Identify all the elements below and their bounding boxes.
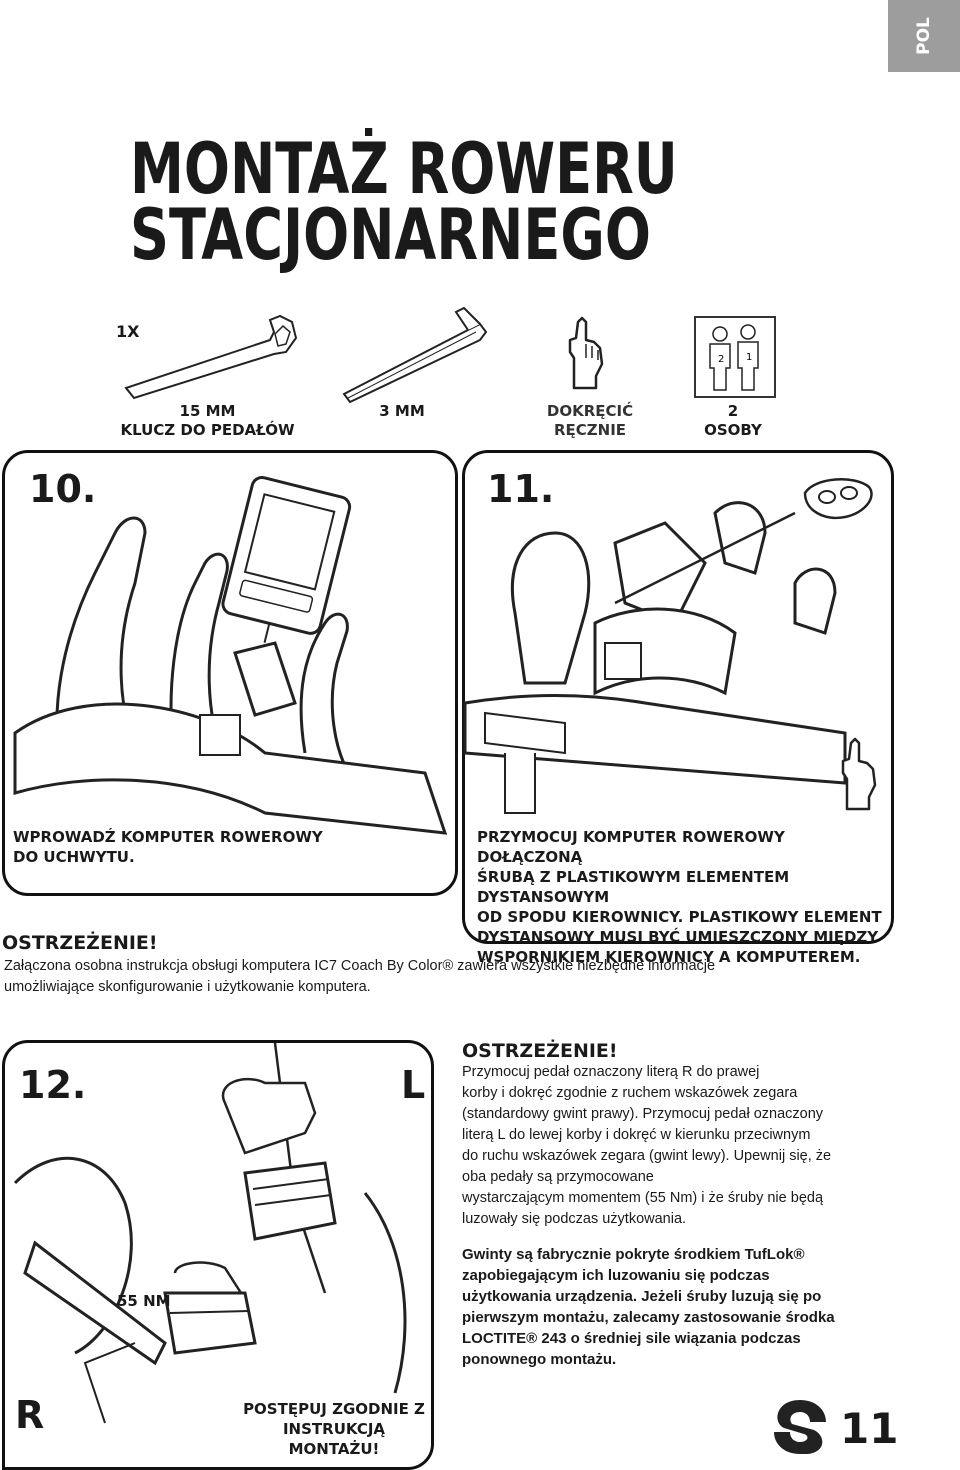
warning-2-line-1: Przymocuj pedał oznaczony literą R do prawej (462, 1064, 760, 1080)
tool-quantity: 1X (116, 322, 140, 341)
step-10-caption (13, 827, 323, 867)
follow-instructions-caption (237, 1399, 431, 1459)
pedal-left-label: L (401, 1063, 426, 1107)
hand-tighten-label (540, 402, 640, 440)
step-12-number: 12. (19, 1063, 87, 1107)
step-11-caption-line-3: OD SPODU KIEROWNICY. PLASTIKOWY ELEMENT (477, 908, 882, 926)
warning-2-line-5: do ruchu wskazówek zegara (gwint lewy). Upewnij się, że (462, 1148, 832, 1164)
warning-2-heading: OSTRZEŻENIE! (462, 1040, 618, 1062)
page-title (130, 128, 749, 276)
page-number: 11 (840, 1404, 899, 1453)
pedal-right-label: R (15, 1393, 45, 1437)
title-line-1: MONTAŻ ROWERU (130, 128, 678, 210)
svg-text:1: 1 (746, 352, 753, 363)
warning-2-bold-line-1: Gwinty są fabrycznie pokryte środkiem TufLok® (462, 1246, 805, 1263)
warning-1-heading: OSTRZEŻENIE! (2, 932, 158, 954)
follow-instructions-line-1: POSTĘPUJ ZGODNIE Z (243, 1400, 425, 1418)
svg-text:2: 2 (718, 354, 725, 365)
people-word: OSOBY (704, 421, 762, 439)
brand-logo-icon (770, 1396, 830, 1456)
step-10-caption-line-1: WPROWADŹ KOMPUTER ROWEROWY (13, 828, 323, 846)
warning-2-bold-line-2: zapobiegającym ich luzowaniu się podczas (462, 1267, 770, 1284)
warning-2-line-3: (standardowy gwint prawy). Przymocuj pedał oznaczony (462, 1106, 824, 1122)
people-label (690, 402, 776, 440)
warning-1-line-2: umożliwiające skonfigurowanie i użytkowanie komputera. (4, 979, 371, 995)
title-line-2: STACJONARNEGO (130, 194, 651, 276)
warning-2-line-7: wystarczającym momentem (55 Nm) i że śruby nie będą (462, 1190, 824, 1206)
people-count: 2 (727, 402, 739, 420)
step-11-caption (477, 827, 891, 967)
hand-icon (843, 739, 875, 809)
warning-1-line-1: Załączona osobna instrukcja obsługi komputera IC7 Coach By Color® zawiera wszystkie niezbędne informacje (4, 958, 716, 974)
language-tab (888, 0, 960, 72)
language-tab-label: POL (914, 17, 934, 55)
torque-label: 55 NM (117, 1292, 171, 1310)
follow-instructions-line-2: INSTRUKCJĄ MONTAŻU! (282, 1420, 386, 1458)
hand-tighten-line-2: RĘCZNIE (553, 421, 627, 439)
wrench-name: KLUCZ DO PEDAŁÓW (120, 421, 295, 439)
hex-key-label: 3 MM (379, 402, 425, 420)
warning-2-line-8: luzowały się podczas użytkowania. (462, 1211, 687, 1227)
warning-2-bold-line-6: ponownego montażu. (462, 1351, 617, 1368)
wrench-size: 15 MM (179, 402, 236, 420)
step-10-panel (2, 450, 458, 896)
step-11-caption-line-5: WSPORNIKIEM KIEROWNICY A KOMPUTEREM. (477, 948, 861, 966)
hand-tighten-icon (560, 318, 610, 394)
step-11-number: 11. (487, 467, 555, 511)
step-11-panel (462, 450, 894, 966)
warning-2-bold-line-4: pierwszym montażu, zalecamy zastosowanie środka (462, 1309, 835, 1326)
warning-2-line-4: literą L do lewej korby i dokręć w kierunku przeciwnym (462, 1127, 811, 1143)
warning-1-text (4, 956, 884, 998)
step-11-caption-line-4: DYSTANSOWY MUSI BYĆ UMIESZCZONY MIĘDZY (477, 928, 879, 946)
step-10-number: 10. (29, 467, 97, 511)
step-10-caption-line-2: DO UCHWYTU. (13, 848, 135, 866)
warning-2-line-2: korby i dokręć zgodnie z ruchem wskazówek zegara (462, 1085, 798, 1101)
two-people-icon (694, 316, 776, 398)
warning-2-bold-text (462, 1244, 902, 1370)
warning-2-bold-line-5: LOCTITE® 243 o średniej sile wiązania podczas (462, 1330, 801, 1347)
warning-2-bold-line-3: użytkowania urządzenia. Jeżeli śruby luzują się po (462, 1288, 822, 1305)
hand-tighten-line-1: DOKRĘCIĆ (546, 402, 634, 420)
warning-2-text (462, 1062, 902, 1230)
step-11-caption-line-1: PRZYMOCUJ KOMPUTER ROWEROWY DOŁĄCZONĄ (477, 828, 785, 866)
step-11-caption-line-2: ŚRUBĄ Z PLASTIKOWYM ELEMENTEM DYSTANSOWYM (477, 868, 790, 906)
step-12-panel (2, 1040, 434, 1470)
wrench-icon (120, 310, 300, 400)
wrench-label (120, 402, 295, 440)
hex-key-icon (340, 310, 490, 400)
warning-2-line-6: oba pedały są przymocowane (462, 1169, 654, 1185)
